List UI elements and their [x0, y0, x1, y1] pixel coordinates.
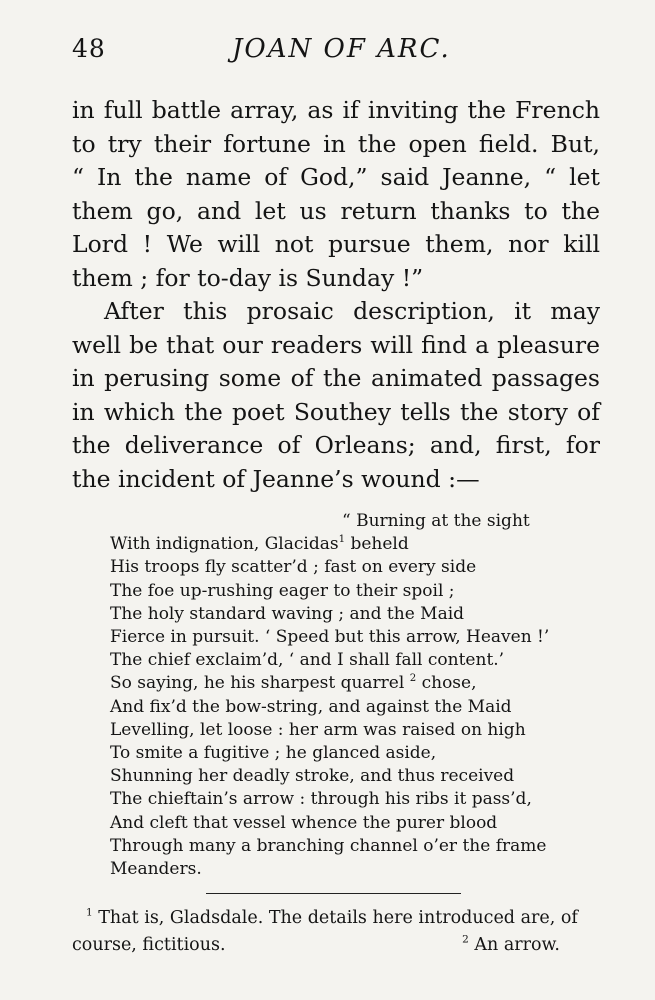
text-line: After this prosaic description, it may	[104, 297, 600, 325]
footnote-marker: 2	[462, 933, 469, 946]
text-line: Lord ! We will not pursue them, nor kill	[72, 230, 600, 258]
poem-line: Through many a branching channel o’er the frame	[110, 835, 547, 856]
page-number: 48	[72, 34, 106, 63]
text-line: “ In the name of God,” said Jeanne, “ let	[72, 163, 600, 191]
text-line: in full battle array, as if inviting the French	[72, 96, 600, 124]
footnote-ref: 1	[338, 534, 346, 546]
poem-line: The holy standard waving ; and the Maid	[110, 603, 465, 624]
footnotes	[72, 905, 600, 959]
footnote-text: That is, Gladsdale. The details here introduced are, of	[92, 908, 578, 928]
text-line: the deliverance of Orleans; and, first, for	[72, 431, 600, 459]
poem-line: “ Burning at the sight	[342, 511, 530, 531]
paragraph	[72, 295, 600, 496]
text-line: them ; for to-day is Sunday !”	[72, 263, 424, 292]
poem-line-text: So saying, he his sharpest quarrel	[110, 673, 410, 694]
poem-line-text: With indignation, Glacidas	[110, 534, 339, 555]
poem-line: His troops fly scatter’d ; fast on every side	[110, 557, 477, 578]
footnote-text: course, fictitious.	[72, 935, 226, 955]
text-line: the incident of Jeanne’s wound :—	[72, 464, 480, 493]
running-title: JOAN OF ARC.	[232, 34, 451, 64]
poem-line: Meanders.	[110, 859, 202, 880]
poem-line: And fix’d the bow-string, and against the Maid	[110, 696, 512, 717]
poem-quotation	[110, 510, 590, 881]
footnote-marker: 1	[86, 906, 93, 919]
footnote-row	[72, 932, 560, 959]
footnote-text: An arrow.	[468, 935, 560, 955]
page-header	[72, 34, 602, 74]
poem-line-text: chose,	[416, 673, 477, 694]
poem-line	[110, 533, 590, 556]
text-line: in which the poet Southey tells the story of	[72, 397, 600, 426]
poem-line: The foe up-rushing eager to their spoil ;	[110, 580, 455, 601]
text-line: them go, and let us return thanks to the	[72, 196, 600, 225]
poem-line: And cleft that vessel whence the purer blood	[110, 812, 498, 833]
poem-line: Fierce in pursuit. ‘ Speed but this arrow, Heaven !’	[110, 627, 550, 648]
poem-line: Shunning her deadly stroke, and thus received	[110, 766, 515, 787]
paragraph	[72, 94, 600, 295]
poem-line: The chief exclaim’d, ‘ and I shall fall content.’	[110, 650, 505, 671]
text-line: in perusing some of the animated passages	[72, 364, 600, 392]
poem-line	[110, 672, 590, 695]
poem-line-text: beheld	[345, 534, 409, 555]
footnote-divider	[206, 893, 461, 894]
footnote-ref: 2	[409, 673, 417, 685]
poem-line: Levelling, let loose : her arm was raised on high	[110, 719, 526, 740]
footnote-2	[462, 932, 560, 959]
body-text	[72, 94, 600, 496]
poem-line: To smite a fugitive ; he glanced aside,	[110, 743, 437, 764]
text-line: to try their fortune in the open field. But,	[72, 129, 600, 158]
footnote-1	[72, 905, 600, 932]
text-line: well be that our readers will find a pleasure	[72, 330, 600, 359]
poem-line: The chieftain’s arrow : through his ribs it pass’d,	[110, 789, 532, 810]
